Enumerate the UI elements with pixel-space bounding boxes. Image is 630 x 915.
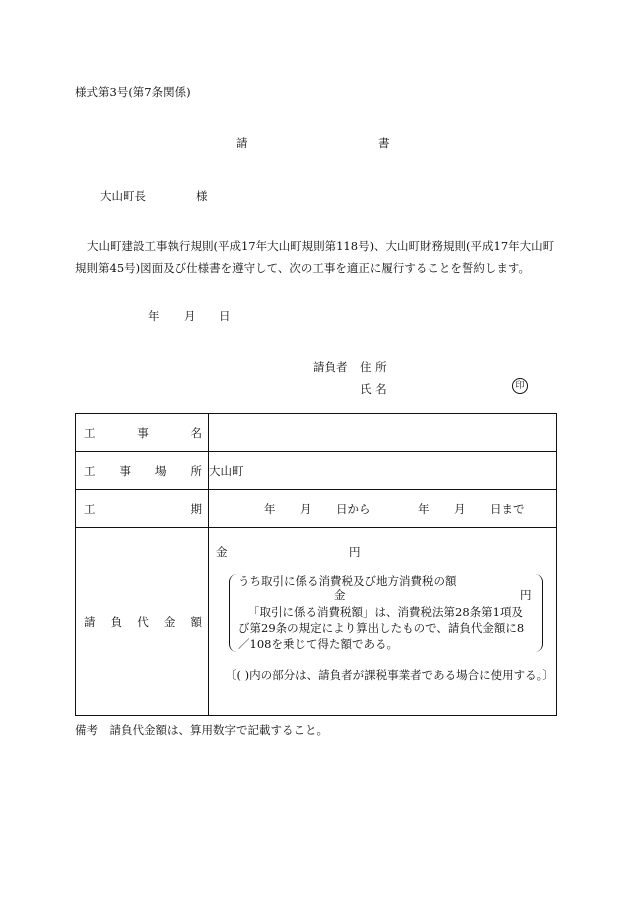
period-from-month: 月 — [300, 501, 312, 516]
date-month: 月 — [184, 309, 196, 323]
period-to-day: 日まで — [490, 501, 525, 516]
usage-note: 〔( )内の部分は、請負者が課税事業者である場合に使用する。〕 — [225, 668, 554, 682]
tax-kin: 金 — [334, 588, 346, 602]
table-row — [76, 528, 557, 716]
tax-explanation: 「取引に係る消費税額」は、消費税法第28条第1項及び第29条の規定により算出したもので、請負代金額に8／108を乗じて得た額である。 — [238, 605, 525, 651]
addressee-honorific: 様 — [196, 189, 208, 203]
label-char: 工 — [84, 425, 96, 440]
label-char: 工 — [84, 463, 96, 478]
addressee-name: 大山町長 — [100, 189, 146, 203]
amount-en: 円 — [349, 545, 361, 559]
table-row — [76, 490, 557, 528]
label-char: 請 — [84, 614, 96, 629]
contract-details-table — [75, 413, 557, 716]
construction-site-label — [76, 452, 209, 490]
pledge-text: 大山町建設工事執行規則(平成17年大山町規則第118号)、大山町財務規則(平成17年大山町規則第45号)図面及び仕様書を遵守して、次の工事を適正に履行することを誓約します。 — [75, 239, 555, 275]
construction-name-label — [76, 414, 209, 452]
tax-en: 円 — [520, 588, 532, 602]
contract-amount-label — [76, 528, 209, 716]
construction-period-field[interactable] — [209, 490, 557, 528]
label-char: 代 — [137, 614, 149, 629]
tax-line: うち取引に係る消費税及び地方消費税の額 — [238, 574, 457, 588]
contractor-address-label: 住 所 — [360, 360, 387, 374]
construction-site-field[interactable]: 大山町 — [209, 452, 557, 490]
form-number: 様式第3号(第7条関係) — [75, 85, 191, 99]
date-year: 年 — [148, 309, 160, 323]
label-char: 工 — [84, 501, 96, 516]
table-row — [76, 414, 557, 452]
period-from-day: 日から — [336, 501, 371, 516]
amount-kin: 金 — [216, 545, 228, 559]
contractor-name-label: 氏 名 — [360, 382, 387, 396]
label-char: 名 — [190, 425, 202, 440]
label-char: 金 — [163, 614, 176, 629]
label-char: 事 — [119, 463, 131, 478]
period-to-month: 月 — [454, 501, 466, 516]
tax-bracket — [229, 574, 543, 652]
remark-note: 備考 請負代金額は、算用数字で記載すること。 — [75, 723, 328, 737]
label-char: 負 — [110, 614, 123, 629]
construction-name-field[interactable] — [209, 414, 557, 452]
label-char: 所 — [190, 463, 202, 478]
label-char: 期 — [190, 501, 202, 516]
period-from-year: 年 — [264, 501, 276, 516]
label-char: 場 — [155, 463, 167, 478]
label-char: 額 — [190, 614, 202, 629]
contract-amount-field[interactable] — [209, 528, 557, 716]
document-title-char-2: 書 — [378, 136, 390, 150]
construction-period-label — [76, 490, 209, 528]
label-char: 事 — [137, 425, 149, 440]
seal-mark-icon: 印 — [512, 378, 528, 394]
date-day: 日 — [219, 309, 231, 323]
period-to-year: 年 — [418, 501, 430, 516]
contractor-label: 請負者 — [313, 360, 348, 374]
document-title-char-1: 請 — [236, 136, 248, 150]
table-row — [76, 452, 557, 490]
